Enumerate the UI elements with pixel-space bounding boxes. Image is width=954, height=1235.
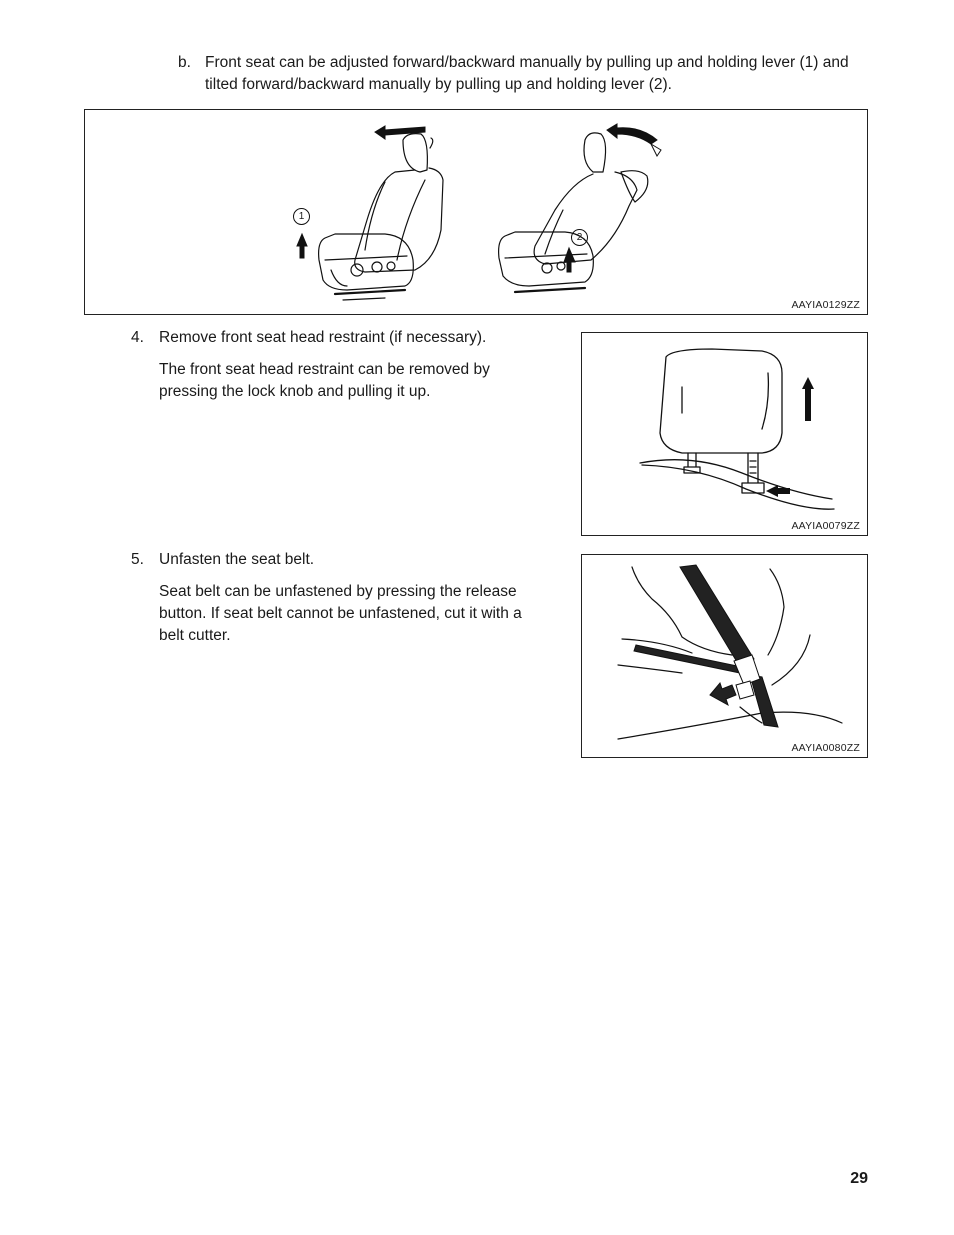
step-4-number: 4. (131, 329, 144, 346)
seat-belt-illustration (582, 555, 867, 757)
seat-adjustment-figure (84, 109, 868, 315)
callout-1 (293, 208, 310, 225)
callout-1-label: 1 (298, 211, 305, 222)
figure-caption: AAYIA0129ZZ (791, 299, 860, 311)
step-b-text: Front seat can be adjusted forward/backward manually by pulling up and holding lever (1) and tilted forward/backward manually by pulling up and holding lever (2). (205, 54, 849, 93)
headrest-illustration (582, 333, 867, 535)
step-5-heading: Unfasten the seat belt. (159, 551, 315, 568)
headrest-figure (581, 332, 868, 536)
figure-caption: AAYIA0080ZZ (791, 742, 860, 754)
figure-caption: AAYIA0079ZZ (791, 520, 860, 532)
callout-2-label: 2 (576, 232, 583, 243)
step-4-heading: Remove front seat head restraint (if necessary). (159, 329, 487, 346)
step-4-body: The front seat head restraint can be removed by pressing the lock knob and pulling it up. (159, 361, 490, 400)
callout-2 (571, 229, 588, 246)
step-b (178, 52, 868, 96)
seat-belt-figure (581, 554, 868, 758)
seat-adjustment-illustration (85, 110, 867, 314)
step-5-number: 5. (131, 551, 144, 568)
step-5-body: Seat belt can be unfastened by pressing the release button. If seat belt cannot be unfastened, cut it with a belt cutter. (159, 583, 522, 644)
step-b-marker: b. (178, 54, 191, 71)
page-number: 29 (850, 1170, 868, 1187)
